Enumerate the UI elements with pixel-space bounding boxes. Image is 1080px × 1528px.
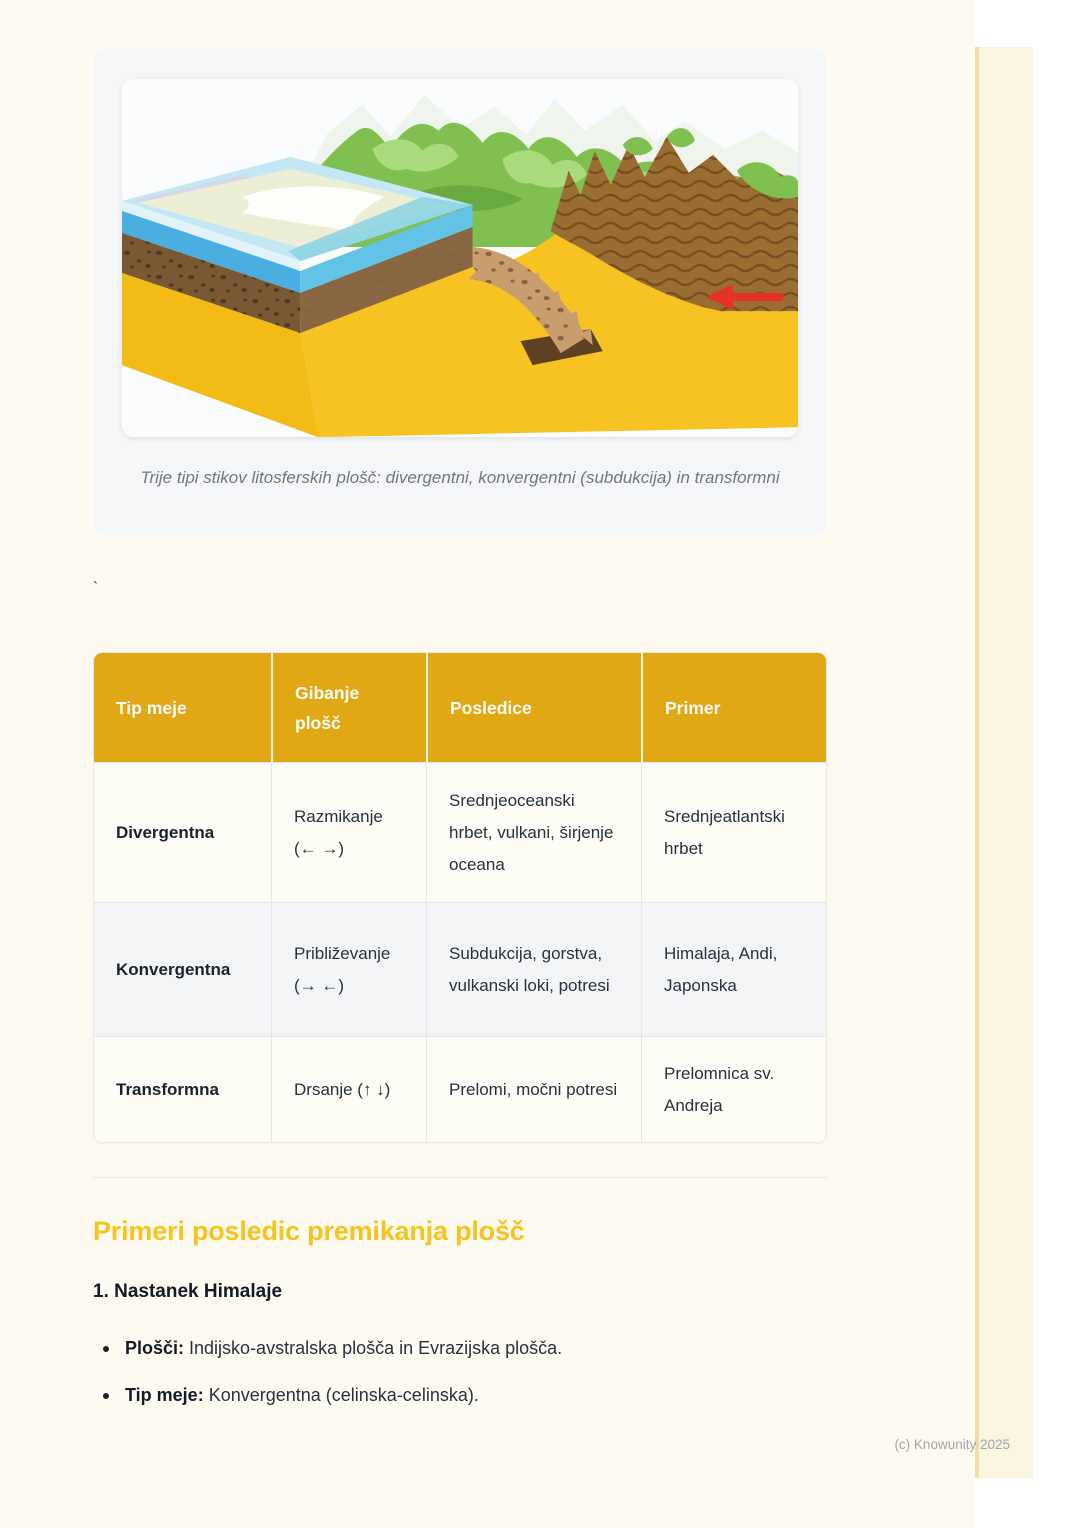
content-column xyxy=(93,47,827,1409)
cell-primer: Srednjeatlantski hrbet xyxy=(641,762,827,902)
table-header-gibanje-plosc: Gibanje plošč xyxy=(271,653,426,762)
list-item-plosci xyxy=(93,1335,827,1362)
figure-card xyxy=(93,47,827,537)
plate-boundaries-table xyxy=(94,653,827,1142)
cell-posledice: Srednjeoceanski hrbet, vulkani, širjenje oceana xyxy=(426,762,641,902)
figure-caption: Trije tipi stikov litosferskih plošč: divergentni, konvergentni (subdukcija) in transformni xyxy=(140,468,780,487)
cell-primer: Himalaja, Andi, Japonska xyxy=(641,902,827,1036)
cell-posledice: Subdukcija, gorstva, vulkanski loki, potresi xyxy=(426,902,641,1036)
table-header-primer: Primer xyxy=(641,653,827,762)
stray-backtick: ` xyxy=(93,579,98,596)
cell-tip-meje: Transformna xyxy=(94,1036,271,1142)
bullet-text: Indijsko-avstralska plošča in Evrazijska plošča. xyxy=(184,1338,563,1358)
cell-primer: Prelomnica sv. Andreja xyxy=(641,1036,827,1142)
section-heading: Primeri posledic premikanja plošč xyxy=(93,1216,525,1246)
plate-boundaries-table-wrap xyxy=(93,652,827,1143)
bullet-text: Konvergentna (celinska-celinska). xyxy=(203,1385,479,1405)
table-row-divergentna xyxy=(94,762,827,902)
table-header-tip-meje: Tip meje xyxy=(94,653,271,762)
tectonic-plates-illustration xyxy=(122,79,798,437)
table-row-konvergentna xyxy=(94,902,827,1036)
cell-tip-meje: Konvergentna xyxy=(94,902,271,1036)
table-header-row xyxy=(94,653,827,762)
table-header-posledice: Posledice xyxy=(426,653,641,762)
bullet-list xyxy=(93,1335,827,1409)
list-item-tip-meje xyxy=(93,1382,827,1409)
table-row-transformna xyxy=(94,1036,827,1142)
bullet-label: Tip meje: xyxy=(125,1385,204,1405)
watermark: (c) Knowunity 2025 xyxy=(894,1437,1010,1452)
cell-posledice: Prelomi, močni potresi xyxy=(426,1036,641,1142)
cell-gibanje: Razmikanje (← →) xyxy=(271,762,426,902)
divider xyxy=(93,1177,827,1178)
subsection-heading: 1. Nastanek Himalaje xyxy=(93,1281,283,1302)
bullet-label: Plošči: xyxy=(125,1338,185,1358)
cell-gibanje: Približevanje (→ ←) xyxy=(271,902,426,1036)
side-stripe xyxy=(975,47,1033,1478)
cell-tip-meje: Divergentna xyxy=(94,762,271,902)
tectonic-plates-svg xyxy=(122,79,798,437)
cell-gibanje: Drsanje (↑ ↓) xyxy=(271,1036,426,1142)
